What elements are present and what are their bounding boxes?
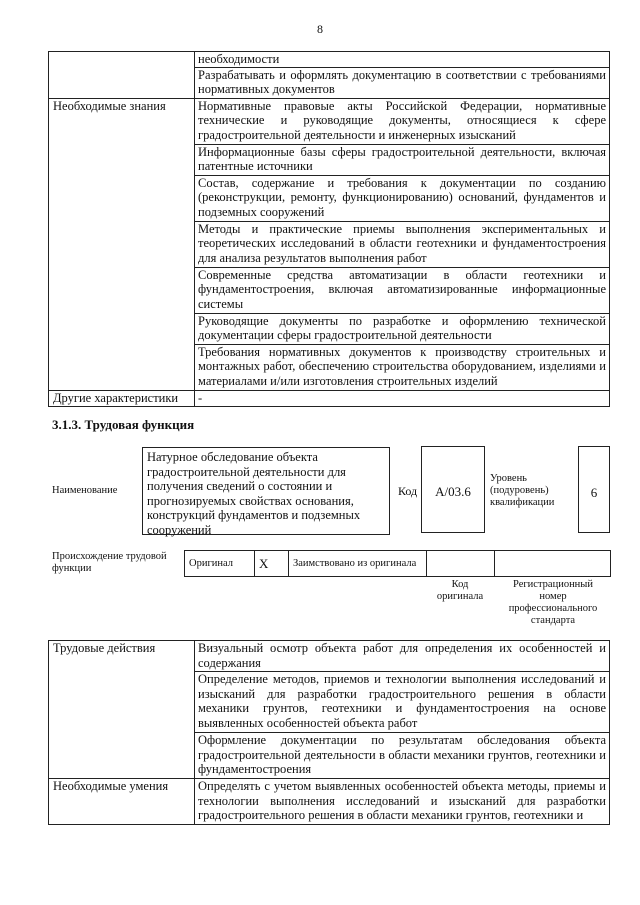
row-text: Разрабатывать и оформлять документацию в соответствии с требованиями нормативных документов — [195, 67, 610, 98]
code-label: Код — [398, 484, 418, 498]
knowledge-skills-table — [48, 51, 610, 407]
code-caption: Код оригинала — [436, 579, 484, 602]
level-label: Уровень (подуровень) квалификации — [490, 473, 555, 508]
row-text: Информационные базы сферы градостроительной деятельности, включая патентные источники — [195, 144, 610, 175]
row-text: Методы и практические приемы выполнения экспериментальных и теоретических исследований в области геотехники и фундаментостроения для анализа результатов выполнения работ — [195, 221, 610, 267]
section-heading: 3.1.3. Трудовая функция — [52, 417, 195, 432]
row-text: - — [195, 390, 610, 406]
level-value: 6 — [590, 485, 598, 500]
table-row — [49, 779, 610, 825]
function-name-box — [142, 447, 390, 535]
row-text: Оформление документации по результатам обследования объекта градостроительной деятельности в области механики грунтов, геотехники и фундаментостроения — [195, 733, 610, 779]
row-text: Руководящие документы по разработке и оформлению технической документации сферы градостроительной деятельности — [195, 313, 610, 344]
table-row — [185, 551, 611, 577]
function-name: Натурное обследование объекта градостроительной деятельности для получения сведений о состоянии и прогнозируемых свойствах основания, конструкций фундаментов и подземных сооружений — [147, 450, 361, 537]
table-row — [49, 641, 610, 672]
table-row — [49, 390, 610, 406]
original-code-cell — [427, 551, 495, 577]
code-box — [421, 446, 485, 533]
row-text: Требования нормативных документов к производству строительных и монтажных работ, обеспечению строительства оборудованием, изделиями и материалами и/или изготовления строительных изделий — [195, 344, 610, 390]
name-label: Наименование — [52, 485, 118, 496]
row-text: Состав, содержание и требования к документации по созданию (реконструкции, ремонту, функционированию) оснований, фундаментов и подземных сооружений — [195, 175, 610, 221]
labor-actions-table — [48, 640, 610, 825]
row-text: Нормативные правовые акты Российской Федерации, нормативные технические и руководящие документы, относящиеся к сфере градостроительной деятельности и инженерных изысканий — [195, 98, 610, 144]
registration-number-cell — [495, 551, 611, 577]
page-number: 8 — [317, 22, 323, 36]
code-value: А/03.6 — [435, 484, 471, 499]
row-text: Визуальный осмотр объекта работ для определения их особенностей и содержания — [195, 641, 610, 672]
level-box — [578, 446, 610, 533]
registration-caption: Регистрационный номер профессионального стандарта — [508, 579, 598, 626]
row-label — [49, 52, 195, 99]
row-text: Современные средства автоматизации в области геотехники и фундаментостроения, включая автоматизированные информационные системы — [195, 267, 610, 313]
original-mark: X — [255, 551, 289, 577]
table-row — [49, 98, 610, 144]
origin-label: Происхождение трудовой функции — [52, 551, 167, 574]
row-label: Необходимые умения — [49, 779, 195, 825]
original-label: Оригинал — [185, 551, 255, 577]
row-label: Трудовые действия — [49, 641, 195, 779]
row-text: Определение методов, приемов и технологии выполнения исследований и изысканий для разработки градостроительного решения в области механики грунтов, геотехники и фундаментостроения на основе выявленных особенностей объекта работ — [195, 672, 610, 733]
table-row — [49, 52, 610, 68]
row-label: Необходимые знания — [49, 98, 195, 390]
row-text: Определять с учетом выявленных особенностей объекта методы, приемы и технологии выполнения исследований и изысканий для разработки градостроительного решения в области механики грунтов, геотехники и — [195, 779, 610, 825]
row-label: Другие характеристики — [49, 390, 195, 406]
row-text: необходимости — [195, 52, 610, 68]
borrowed-label: Заимствовано из оригинала — [289, 551, 427, 577]
origin-table — [184, 550, 611, 577]
